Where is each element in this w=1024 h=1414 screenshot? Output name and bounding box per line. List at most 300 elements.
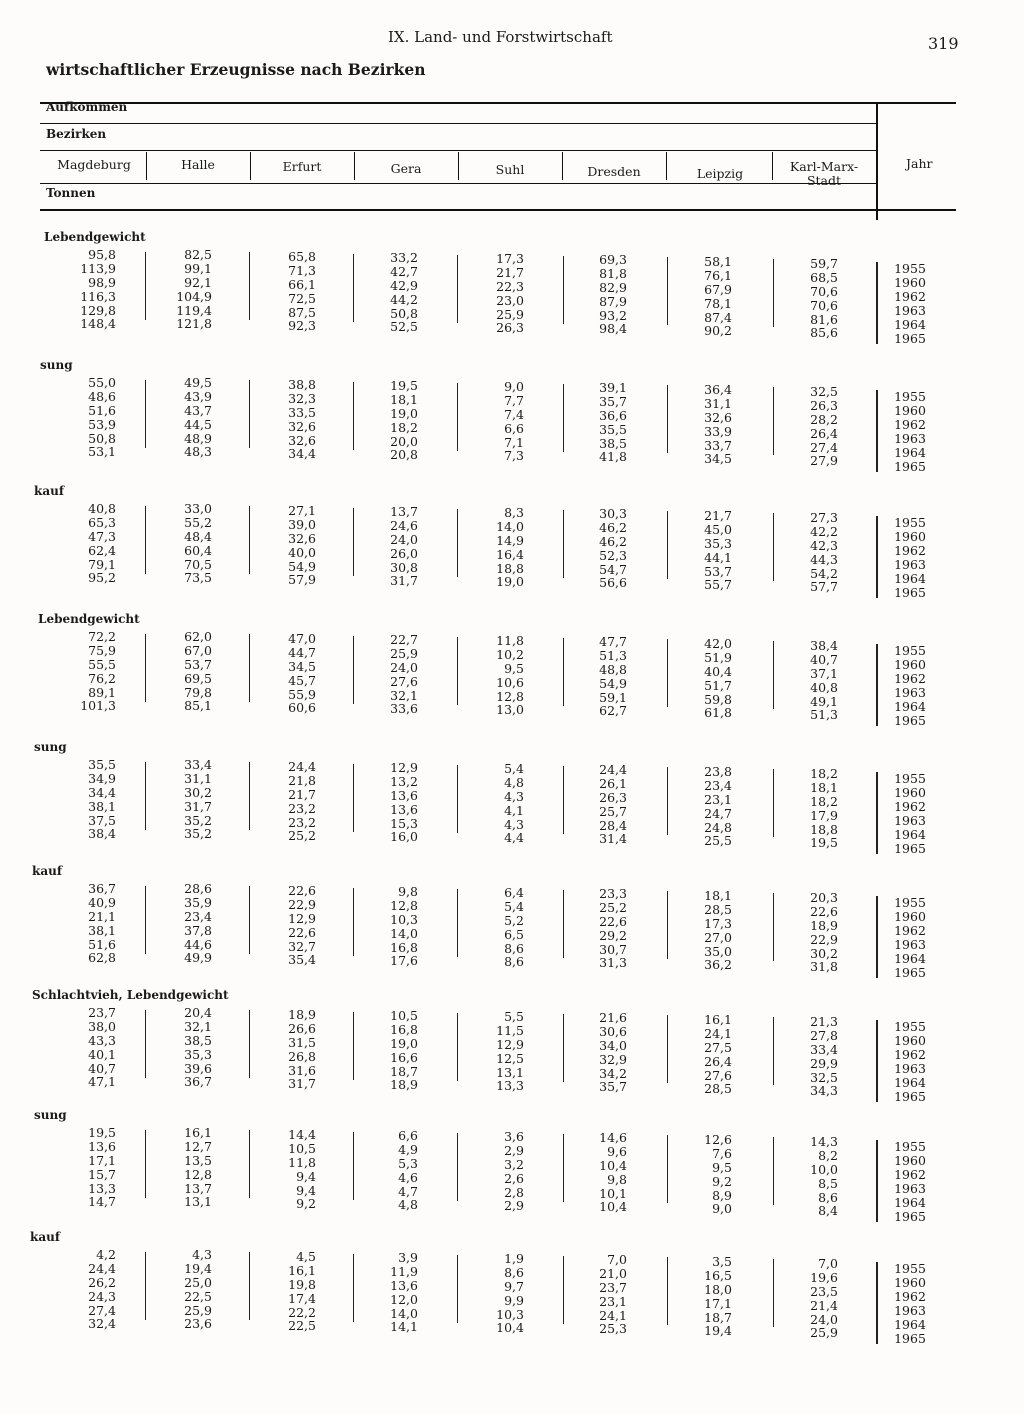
- column-separator: [249, 252, 250, 320]
- table-cell: 24,4: [288, 759, 316, 774]
- year-cell: 1955: [894, 771, 926, 786]
- column-separator: [773, 893, 774, 961]
- column-separator: [563, 890, 564, 958]
- table-cell: 30,7: [599, 941, 627, 957]
- table-cell: 9,8: [398, 884, 418, 899]
- data-column: [132, 758, 212, 841]
- table-cell: 25,2: [288, 828, 316, 844]
- table-cell: 12,5: [496, 1050, 524, 1066]
- data-column: [652, 765, 732, 848]
- year-cell: 1964: [894, 951, 926, 966]
- table-cell: 19,4: [704, 1323, 732, 1339]
- table-cell: 104,9: [176, 288, 212, 304]
- table-cell: 36,7: [184, 1074, 212, 1090]
- table-cell: 40,0: [288, 544, 316, 560]
- table-cell: 18,2: [390, 419, 418, 435]
- table-cell: 9,4: [296, 1182, 316, 1198]
- data-column: [36, 376, 116, 459]
- section-label: kauf: [30, 1230, 60, 1244]
- table-cell: 29,9: [810, 1055, 838, 1071]
- table-cell: 10,4: [599, 1199, 627, 1215]
- data-column: [236, 1128, 316, 1211]
- table-cell: 51,7: [704, 677, 732, 693]
- header-rule-2: [40, 150, 876, 151]
- column-separator: [457, 1255, 458, 1323]
- column-separator: [773, 1017, 774, 1085]
- column-separator: [457, 383, 458, 451]
- data-column: [547, 1253, 627, 1336]
- colhdr-sep: [772, 152, 773, 180]
- table-cell: 36,4: [704, 382, 732, 397]
- table-cell: 65,3: [88, 514, 116, 530]
- column-separator: [353, 254, 354, 322]
- data-column: [547, 253, 627, 336]
- year-cell: 1965: [894, 1209, 926, 1224]
- table-cell: 4,4: [504, 830, 524, 846]
- table-cell: 81,6: [810, 311, 838, 327]
- data-column: [236, 760, 316, 843]
- data-column: [338, 1129, 418, 1212]
- table-cell: 87,4: [704, 309, 732, 325]
- table-cell: 98,9: [88, 274, 116, 290]
- table-cell: 12,6: [704, 1132, 732, 1147]
- table-cell: 31,5: [288, 1034, 316, 1050]
- column-separator: [457, 1013, 458, 1081]
- data-column: [652, 1013, 732, 1096]
- year-cell: 1965: [894, 1331, 926, 1346]
- table-cell: 32,9: [599, 1051, 627, 1067]
- column-separator: [353, 1132, 354, 1200]
- column-separator: [145, 1252, 146, 1320]
- table-cell: 33,4: [810, 1041, 838, 1057]
- column-separator: [145, 506, 146, 574]
- header-rule-bottom: [40, 209, 956, 211]
- table-cell: 43,7: [184, 402, 212, 418]
- column-header-suhl: Suhl: [495, 162, 525, 177]
- table-cell: 16,1: [288, 1262, 316, 1278]
- year-cell: 1955: [894, 895, 926, 910]
- year-cell: 1962: [894, 671, 926, 686]
- table-cell: 12,8: [496, 688, 524, 704]
- table-cell: 33,4: [184, 757, 212, 772]
- table-cell: 5,5: [504, 1009, 524, 1024]
- year-cell: 1955: [894, 643, 926, 658]
- data-column: [652, 509, 732, 592]
- table-cell: 48,6: [88, 388, 116, 404]
- table-cell: 44,5: [184, 416, 212, 432]
- table-cell: 4,3: [192, 1247, 212, 1262]
- table-cell: 23,6: [184, 1316, 212, 1332]
- table-cell: 26,3: [599, 789, 627, 805]
- data-column: [132, 1248, 212, 1331]
- data-column: [36, 1126, 116, 1209]
- table-cell: 43,3: [88, 1032, 116, 1048]
- table-cell: 18,1: [810, 779, 838, 795]
- table-cell: 37,1: [810, 665, 838, 681]
- table-cell: 70,6: [810, 297, 838, 313]
- table-cell: 24,0: [810, 1311, 838, 1327]
- column-separator: [145, 634, 146, 702]
- table-cell: 10,4: [496, 1320, 524, 1336]
- table-cell: 35,3: [184, 1046, 212, 1062]
- table-cell: 7,3: [504, 448, 524, 464]
- table-cell: 55,2: [184, 514, 212, 530]
- column-separator: [667, 1257, 668, 1325]
- table-cell: 27,4: [810, 439, 838, 455]
- table-cell: 21,7: [704, 508, 732, 523]
- data-column: [758, 639, 838, 722]
- year-cell: 1964: [894, 827, 926, 842]
- data-column: [36, 758, 116, 841]
- data-column: [758, 891, 838, 974]
- colhdr-sep: [250, 152, 251, 180]
- data-column: [36, 630, 116, 713]
- data-column: [444, 1130, 524, 1213]
- column-separator: [145, 1130, 146, 1198]
- table-cell: 54,2: [810, 565, 838, 581]
- table-cell: 121,8: [176, 316, 212, 332]
- table-cell: 33,2: [390, 250, 418, 265]
- table-cell: 42,0: [704, 636, 732, 651]
- data-column: [338, 633, 418, 716]
- year-cell: 1964: [894, 1075, 926, 1090]
- table-cell: 14,6: [599, 1130, 627, 1145]
- table-cell: 39,6: [184, 1060, 212, 1076]
- table-cell: 46,2: [599, 533, 627, 549]
- column-separator: [773, 769, 774, 837]
- year-cell: 1960: [894, 1153, 926, 1168]
- column-separator: [457, 255, 458, 323]
- column-header-gera: Gera: [390, 161, 422, 176]
- table-cell: 40,8: [810, 679, 838, 695]
- table-cell: 10,3: [496, 1306, 524, 1322]
- table-cell: 40,4: [704, 663, 732, 679]
- year-cell: 1962: [894, 799, 926, 814]
- table-cell: 62,7: [599, 703, 627, 719]
- table-cell: 61,8: [704, 705, 732, 721]
- column-header-erfurt: Erfurt: [282, 159, 322, 174]
- table-cell: 60,6: [288, 700, 316, 716]
- column-separator: [457, 1133, 458, 1201]
- data-column: [758, 511, 838, 594]
- table-cell: 49,1: [810, 693, 838, 709]
- table-cell: 53,1: [88, 444, 116, 460]
- table-cell: 11,8: [496, 633, 524, 648]
- table-cell: 62,0: [184, 629, 212, 644]
- table-cell: 9,6: [607, 1143, 627, 1159]
- table-cell: 51,3: [599, 647, 627, 663]
- table-cell: 59,7: [810, 256, 838, 271]
- table-cell: 54,9: [599, 675, 627, 691]
- table-cell: 9,2: [712, 1173, 732, 1189]
- table-cell: 22,3: [496, 278, 524, 294]
- table-cell: 38,0: [88, 1018, 116, 1034]
- year-cell: 1963: [894, 303, 926, 318]
- table-cell: 3,2: [504, 1156, 524, 1172]
- table-cell: 33,5: [288, 404, 316, 420]
- table-cell: 13,5: [184, 1152, 212, 1168]
- data-column: [338, 251, 418, 334]
- table-cell: 32,4: [88, 1316, 116, 1332]
- table-cell: 23,8: [704, 764, 732, 779]
- table-cell: 19,5: [810, 835, 838, 851]
- table-cell: 35,2: [184, 812, 212, 828]
- table-cell: 5,2: [504, 912, 524, 928]
- table-cell: 17,4: [288, 1290, 316, 1306]
- table-cell: 65,8: [288, 249, 316, 264]
- table-cell: 24,1: [599, 1307, 627, 1323]
- table-cell: 33,7: [704, 437, 732, 453]
- table-cell: 43,9: [184, 388, 212, 404]
- data-column: [652, 1255, 732, 1338]
- table-cell: 36,6: [599, 407, 627, 423]
- table-cell: 89,1: [88, 684, 116, 700]
- data-column: [36, 1248, 116, 1331]
- table-cell: 28,5: [704, 901, 732, 917]
- table-cell: 27,0: [704, 929, 732, 945]
- table-cell: 31,6: [288, 1062, 316, 1078]
- table-cell: 13,3: [496, 1078, 524, 1094]
- table-cell: 4,3: [504, 788, 524, 804]
- data-column: [236, 1008, 316, 1091]
- column-header-magdeburg: Magdeburg: [57, 157, 131, 172]
- header-year-divider: [876, 104, 878, 220]
- table-cell: 23,5: [810, 1283, 838, 1299]
- table-cell: 87,9: [599, 293, 627, 309]
- table-cell: 10,4: [599, 1157, 627, 1173]
- year-cell: 1963: [894, 1061, 926, 1076]
- table-cell: 75,9: [88, 642, 116, 658]
- table-cell: 12,9: [496, 1036, 524, 1052]
- table-cell: 23,2: [288, 800, 316, 816]
- table-cell: 9,4: [296, 1168, 316, 1184]
- table-cell: 24,0: [390, 659, 418, 675]
- table-cell: 9,9: [504, 1292, 524, 1308]
- table-cell: 7,0: [818, 1256, 838, 1271]
- data-column: [338, 379, 418, 462]
- column-separator: [563, 1134, 564, 1202]
- year-cell: 1962: [894, 1047, 926, 1062]
- table-cell: 31,7: [184, 798, 212, 814]
- table-cell: 27,9: [810, 453, 838, 469]
- section-label: Lebendgewicht: [44, 230, 146, 244]
- year-cell: 1963: [894, 813, 926, 828]
- year-cell: 1963: [894, 1303, 926, 1318]
- table-section: [0, 1230, 1024, 1354]
- year-cell: 1963: [894, 431, 926, 446]
- table-cell: 51,6: [88, 402, 116, 418]
- year-column: [888, 1140, 932, 1224]
- data-column: [236, 632, 316, 715]
- year-cell: 1955: [894, 1261, 926, 1276]
- table-cell: 32,1: [184, 1018, 212, 1034]
- table-cell: 8,4: [818, 1203, 838, 1219]
- table-cell: 27,8: [810, 1027, 838, 1043]
- table-cell: 85,6: [810, 325, 838, 341]
- table-cell: 30,2: [810, 945, 838, 961]
- table-cell: 12,0: [390, 1291, 418, 1307]
- table-cell: 55,9: [288, 686, 316, 702]
- table-cell: 22,6: [810, 903, 838, 919]
- column-separator: [773, 1259, 774, 1327]
- table-cell: 22,2: [288, 1304, 316, 1320]
- table-cell: 18,2: [810, 793, 838, 809]
- table-cell: 36,2: [704, 957, 732, 973]
- header-rule-3: [40, 183, 876, 184]
- table-cell: 47,0: [288, 631, 316, 646]
- section-label: sung: [34, 1108, 67, 1122]
- table-cell: 35,5: [599, 421, 627, 437]
- data-column: [36, 248, 116, 331]
- data-column: [444, 252, 524, 335]
- column-separator: [773, 259, 774, 327]
- column-separator: [563, 384, 564, 452]
- table-cell: 17,1: [704, 1295, 732, 1311]
- table-cell: 20,8: [390, 447, 418, 463]
- colhdr-sep: [666, 152, 667, 180]
- year-cell: 1965: [894, 1089, 926, 1104]
- table-cell: 116,3: [80, 288, 116, 304]
- table-cell: 41,8: [599, 449, 627, 465]
- table-cell: 12,9: [288, 910, 316, 926]
- table-cell: 59,1: [599, 689, 627, 705]
- column-separator: [457, 637, 458, 705]
- column-separator: [145, 762, 146, 830]
- table-cell: 2,9: [504, 1198, 524, 1214]
- table-cell: 113,9: [80, 260, 116, 276]
- table-cell: 2,8: [504, 1184, 524, 1200]
- table-cell: 14,4: [288, 1127, 316, 1142]
- table-cell: 27,5: [704, 1039, 732, 1055]
- table-cell: 19,5: [88, 1125, 116, 1140]
- table-cell: 18,8: [810, 821, 838, 837]
- year-cell: 1962: [894, 417, 926, 432]
- year-cell: 1965: [894, 841, 926, 856]
- year-cell: 1964: [894, 317, 926, 332]
- table-cell: 32,6: [288, 530, 316, 546]
- table-cell: 32,5: [810, 384, 838, 399]
- header-jahr: Jahr: [906, 156, 933, 171]
- year-cell: 1960: [894, 657, 926, 672]
- table-cell: 26,0: [390, 545, 418, 561]
- section-label: kauf: [32, 864, 62, 878]
- header-rule-top: [40, 102, 956, 104]
- table-cell: 14,0: [390, 925, 418, 941]
- table-cell: 26,4: [704, 1053, 732, 1069]
- data-column: [236, 250, 316, 333]
- table-cell: 9,7: [504, 1278, 524, 1294]
- table-cell: 9,0: [712, 1201, 732, 1217]
- table-cell: 51,6: [88, 936, 116, 952]
- column-separator: [249, 886, 250, 954]
- year-cell: 1960: [894, 785, 926, 800]
- table-cell: 52,5: [390, 319, 418, 335]
- data-column: [132, 882, 212, 965]
- table-cell: 101,3: [80, 698, 116, 714]
- column-separator: [667, 385, 668, 453]
- year-column: [888, 896, 932, 980]
- table-cell: 119,4: [176, 302, 212, 318]
- table-cell: 23,1: [599, 1293, 627, 1309]
- column-separator: [249, 1252, 250, 1320]
- table-cell: 7,0: [607, 1252, 627, 1267]
- table-cell: 93,2: [599, 307, 627, 323]
- table-cell: 10,3: [390, 911, 418, 927]
- table-cell: 79,1: [88, 556, 116, 572]
- colhdr-sep: [562, 152, 563, 180]
- table-cell: 44,2: [390, 291, 418, 307]
- table-cell: 7,6: [712, 1145, 732, 1161]
- table-cell: 12,8: [390, 897, 418, 913]
- table-cell: 55,5: [88, 656, 116, 672]
- data-column: [652, 637, 732, 720]
- table-cell: 8,2: [818, 1147, 838, 1163]
- table-cell: 53,9: [88, 416, 116, 432]
- table-cell: 21,3: [810, 1014, 838, 1029]
- table-cell: 40,1: [88, 1046, 116, 1062]
- table-cell: 33,9: [704, 423, 732, 439]
- table-cell: 22,6: [288, 924, 316, 940]
- table-cell: 72,2: [88, 629, 116, 644]
- year-cell: 1964: [894, 699, 926, 714]
- table-cell: 15,3: [390, 815, 418, 831]
- year-column: [888, 516, 932, 600]
- table-cell: 18,7: [390, 1063, 418, 1079]
- table-cell: 13,6: [390, 1277, 418, 1293]
- year-separator: [876, 1020, 878, 1102]
- table-cell: 38,8: [288, 377, 316, 392]
- table-cell: 32,7: [288, 938, 316, 954]
- data-column: [132, 1126, 212, 1209]
- column-separator: [353, 508, 354, 576]
- table-cell: 148,4: [80, 316, 116, 332]
- table-cell: 16,4: [496, 546, 524, 562]
- table-cell: 40,7: [88, 1060, 116, 1076]
- table-cell: 26,6: [288, 1020, 316, 1036]
- table-cell: 38,4: [810, 638, 838, 653]
- table-cell: 55,0: [88, 375, 116, 390]
- table-cell: 2,6: [504, 1170, 524, 1186]
- data-column: [236, 1250, 316, 1333]
- table-cell: 23,3: [599, 886, 627, 901]
- table-cell: 22,5: [184, 1288, 212, 1304]
- column-separator: [353, 1254, 354, 1322]
- table-cell: 15,7: [88, 1166, 116, 1182]
- table-cell: 23,0: [496, 292, 524, 308]
- table-cell: 18,9: [810, 917, 838, 933]
- table-cell: 18,2: [810, 766, 838, 781]
- table-cell: 24,4: [88, 1260, 116, 1276]
- table-cell: 34,5: [704, 451, 732, 467]
- table-cell: 30,2: [184, 784, 212, 800]
- table-cell: 19,5: [390, 378, 418, 393]
- table-cell: 35,0: [704, 943, 732, 959]
- table-cell: 18,1: [704, 888, 732, 903]
- table-cell: 129,8: [80, 302, 116, 318]
- data-column: [652, 889, 732, 972]
- data-column: [547, 887, 627, 970]
- table-cell: 13,1: [184, 1194, 212, 1210]
- table-cell: 44,3: [810, 551, 838, 567]
- table-cell: 24,1: [704, 1025, 732, 1041]
- table-cell: 31,1: [184, 770, 212, 786]
- table-cell: 48,3: [184, 444, 212, 460]
- year-column: [888, 1262, 932, 1346]
- table-cell: 22,7: [390, 632, 418, 647]
- table-cell: 13,7: [184, 1180, 212, 1196]
- data-column: [547, 635, 627, 718]
- section-label: Lebendgewicht: [38, 612, 140, 626]
